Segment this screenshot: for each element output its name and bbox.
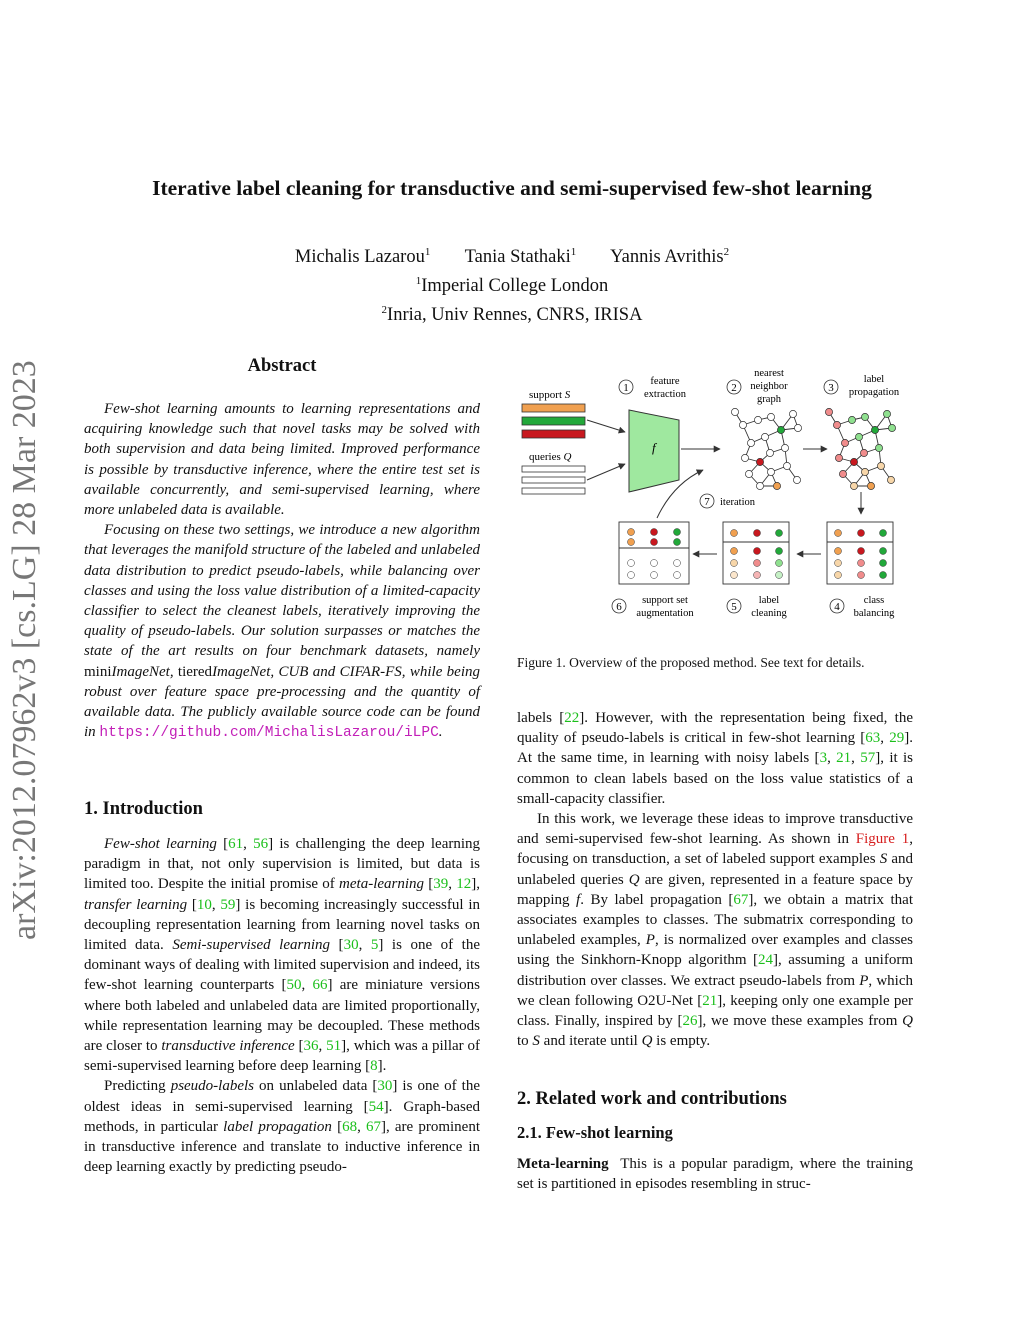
text: ,	[169, 663, 178, 680]
citation-link[interactable]: 29	[889, 730, 905, 747]
step-label: nearest	[754, 368, 784, 379]
feature-extractor-label: f	[652, 440, 656, 455]
citation-link[interactable]: 51	[326, 1038, 342, 1055]
text: Few-shot learning	[104, 836, 217, 852]
text: ], it is common to clean labels based on the loss value statistics of a small-capacity classifier.	[517, 750, 914, 807]
figure-reference-link[interactable]: Figure 1	[855, 831, 910, 848]
step-number: 4	[834, 601, 840, 613]
text: meta-learning	[339, 876, 425, 893]
citation-link[interactable]: 21	[702, 992, 718, 1009]
text: ImageNet	[111, 663, 170, 680]
text: labels [	[517, 710, 565, 726]
text: ImageNet	[212, 663, 271, 680]
citation-link[interactable]: 3	[819, 750, 828, 767]
text: . By label propagation [	[580, 891, 734, 908]
text: , which we clean following O2U-Net [	[517, 972, 913, 1009]
query-bar	[522, 488, 585, 494]
text: [	[331, 1118, 343, 1135]
text: transductive inference	[161, 1038, 295, 1055]
text: [	[187, 896, 197, 913]
step-label: iteration	[720, 497, 755, 508]
text: [	[330, 937, 344, 954]
author-name: Yannis Avrithis	[610, 247, 724, 268]
text: .	[438, 724, 443, 741]
text: label propagation	[223, 1118, 332, 1135]
author-affiliation-mark: 1	[570, 246, 577, 258]
intro-paragraph	[84, 834, 480, 1076]
step-number: 2	[731, 382, 737, 394]
text: [	[294, 1038, 304, 1055]
paper-title: Iterative label cleaning for transductive and semi-supervised few-shot learning	[152, 176, 872, 200]
query-bar	[522, 466, 585, 472]
step-number: 3	[828, 382, 834, 394]
affiliation-name: Inria, Univ Rennes, CNRS, IRISA	[387, 305, 643, 326]
method-overview-figure	[515, 362, 915, 632]
right-column-body	[517, 708, 913, 1051]
citation-link[interactable]: 54	[368, 1098, 384, 1115]
step-number: 7	[704, 496, 710, 508]
text: ] is one of the dominant ways of dealing with limited supervision and indeed, its few-shot learning counterparts [	[84, 937, 481, 994]
text: Predicting	[104, 1078, 171, 1095]
step-number: 6	[616, 601, 622, 613]
label-cleaning-matrix	[723, 522, 789, 584]
abstract-body	[84, 399, 480, 743]
few-shot-subheading: 2.1. Few-shot learning	[517, 1123, 673, 1142]
citation-link[interactable]: 30	[377, 1078, 393, 1095]
citation-link[interactable]: 61	[228, 836, 244, 852]
text: ,	[318, 1038, 327, 1055]
step-label: cleaning	[751, 608, 787, 619]
citation-link[interactable]: 36	[303, 1038, 319, 1055]
text: ], we obtain a matrix that associates examples to classes. The submatrix corresponding to unlabeled examples,	[517, 891, 913, 949]
math-symbol: Q	[902, 1013, 913, 1030]
citation-link[interactable]: 67	[366, 1118, 381, 1135]
text: ], which was a pillar of semi-supervised learning before deep learning [	[84, 1038, 480, 1075]
text: and unlabeled queries	[517, 851, 913, 888]
math-symbol: P	[645, 932, 655, 949]
body-paragraph	[517, 809, 913, 1051]
text: ,	[243, 836, 254, 852]
math-symbol: P	[859, 972, 869, 989]
abstract-paragraph: Few-shot learning amounts to learning representations and acquiring knowledge such that novel tasks may be solved with both supervision and data being limited. Improved performance is possible by transductive inference, where the entire test set is available concurrently, and semi-supervised learning, where more unlabeled data is available.	[84, 401, 480, 519]
citation-link[interactable]: 22	[564, 710, 580, 726]
author-block	[0, 240, 1024, 327]
math-symbol: S	[532, 1033, 540, 1050]
abstract-heading: Abstract	[247, 356, 317, 376]
citation-link[interactable]: 26	[682, 1013, 698, 1030]
text: ]. At the same time, in learning with noisy labels [	[517, 730, 913, 767]
citation-link[interactable]: 59	[220, 896, 236, 913]
author-affiliation-mark: 2	[723, 246, 730, 258]
step-label: extraction	[644, 389, 686, 400]
text: ] is one of the oldest ideas in semi-supervised learning [	[84, 1078, 480, 1115]
citation-link[interactable]: 57	[860, 750, 876, 767]
affiliation-number: 2	[381, 304, 388, 317]
citation-link[interactable]: 30	[343, 937, 359, 954]
step-label: label	[863, 374, 885, 385]
arxiv-stamp: arXiv:2012.07962v3 [cs.LG] 28 Mar 2023	[6, 360, 43, 940]
text: ],	[471, 876, 481, 893]
step-label: neighbor	[750, 381, 788, 392]
citation-link[interactable]: 68	[342, 1118, 358, 1135]
step-label: augmentation	[636, 608, 694, 619]
citation-link[interactable]: 66	[312, 977, 328, 994]
citation-link[interactable]: 63	[865, 730, 881, 747]
text: Focusing on these two settings, we introduce a new algorithm that leverages the manifold structure of the labeled and unlabeled data distribution to predict pseudo-labels, while balancing over classes and using the loss value distribution of a limited-capacity classifier to select the cleanest labels, iteratively improving the quality of pseudo-labels. Our solution surpasses or matches the state of the art results on four benchmark datasets, namely	[84, 522, 480, 660]
support-bar-orange	[522, 404, 585, 412]
affiliation-number: 1	[415, 275, 422, 288]
meta-learning-paragraph	[517, 1154, 917, 1194]
text: and iterate until	[539, 1033, 642, 1050]
author-name: Tania Stathaki	[464, 247, 571, 268]
text: ] is challenging the deep learning paradigm in that, not only supervision is limited, but data is limited too. Despite the initial promise of	[84, 836, 481, 893]
author-line	[0, 240, 1024, 269]
affiliation-name: Imperial College London	[421, 276, 609, 297]
text: on unlabeled data [	[254, 1078, 378, 1095]
text: mini	[84, 663, 112, 680]
step-label: label	[758, 595, 780, 606]
citation-link[interactable]: 56	[253, 836, 269, 852]
text: ,	[357, 1118, 366, 1135]
text: ]. However, with the representation being fixed, the quality of pseudo-labels is critical in few-shot learning [	[517, 710, 914, 747]
text: , focusing on transduction, a set of labeled support examples	[517, 831, 913, 868]
intro-body	[84, 834, 480, 1177]
text: to	[517, 1033, 533, 1050]
text: ], we move these examples from	[697, 1013, 903, 1030]
author-affiliation-mark: 1	[424, 246, 431, 258]
text: Semi-supervised learning	[172, 937, 331, 954]
step-label: graph	[757, 394, 781, 405]
text: ,	[851, 750, 861, 767]
related-work-heading: 2. Related work and contributions	[517, 1089, 787, 1109]
query-bar	[522, 477, 585, 483]
text: ], assuming a uniform distribution over classes. We extract pseudo-labels from	[517, 952, 913, 989]
source-code-link[interactable]: https://github.com/MichalisLazarou/iLPC	[99, 725, 439, 742]
citation-link[interactable]: 8	[370, 1058, 378, 1075]
support-label: support S	[529, 389, 571, 401]
text: ,	[211, 896, 221, 913]
support-augmentation-matrix	[619, 522, 689, 584]
label-propagation-graph	[825, 408, 895, 489]
math-symbol: f	[576, 891, 581, 908]
step-label: class	[863, 595, 885, 606]
math-symbol: Q	[641, 1033, 653, 1050]
text: ].	[377, 1058, 387, 1075]
citation-link[interactable]: 67	[733, 891, 749, 908]
citation-link[interactable]: 24	[758, 952, 774, 969]
text: ,	[827, 750, 837, 767]
text: , CUB and CIFAR-FS, while being robust over feature space pre-processing and the quantity of available data. The publicly available source code can be found in	[84, 663, 480, 741]
body-paragraph	[517, 708, 913, 809]
citation-link[interactable]: 12	[456, 876, 472, 893]
abstract-paragraph	[84, 520, 480, 743]
step-label: feature	[650, 376, 680, 387]
text: ,	[301, 977, 313, 994]
affiliation-line	[0, 298, 1024, 327]
text: ,	[880, 730, 890, 747]
text: ,	[448, 876, 457, 893]
text: tiered	[177, 663, 213, 680]
math-symbol: Q	[628, 871, 640, 888]
figure-caption: Figure 1. Overview of the proposed method. See text for details.	[517, 655, 865, 670]
arrow	[587, 420, 625, 432]
text: ] are miniature versions where both labeled and unlabeled data are limited proportionally, while representation learning may be decoupled. These methods are closer to	[84, 977, 481, 1055]
citation-link[interactable]: 50	[286, 977, 302, 994]
paragraph-run-in-heading: Meta-learning	[517, 1156, 609, 1172]
text: [	[424, 876, 434, 893]
text: ,	[358, 937, 371, 954]
text: In this work, we leverage these ideas to improve transductive and semi-supervised few-shot learning. As shown in	[517, 811, 913, 848]
step-number: 5	[731, 601, 737, 613]
citation-link[interactable]: 10	[196, 896, 212, 913]
support-bar-red	[522, 430, 585, 438]
text: transfer learning	[84, 896, 188, 913]
step-label: balancing	[853, 608, 895, 619]
affiliation-line	[0, 269, 1024, 298]
text: [	[216, 836, 229, 852]
citation-link[interactable]: 5	[370, 937, 379, 954]
text: ]. Graph-based methods, in particular	[84, 1098, 480, 1135]
text: are given, represented in a feature space by mapping	[517, 871, 914, 908]
intro-paragraph	[84, 1076, 480, 1177]
support-bar-green	[522, 417, 585, 425]
author-name: Michalis Lazarou	[294, 247, 425, 268]
text: ] is becoming increasingly successful in decoupling representation learning from learning novel tasks on limited data.	[84, 896, 480, 954]
math-symbol: S	[879, 851, 888, 868]
text: , is normalized over examples and classes using the Sinkhorn-Knopp algorithm [	[517, 932, 913, 969]
body-paragraph	[517, 1154, 917, 1194]
step-number: 1	[623, 382, 629, 394]
text: pseudo-labels	[170, 1078, 255, 1095]
step-label: support set	[642, 595, 688, 606]
arrow	[587, 464, 625, 480]
text: is empty.	[652, 1033, 711, 1050]
class-balancing-matrix	[827, 522, 893, 584]
queries-label: queries Q	[529, 451, 572, 463]
citation-link[interactable]: 39	[433, 876, 449, 893]
text: ], are prominent in transductive inference and translate to inductive inference in deep learning exactly by predicting pseudo-	[84, 1118, 481, 1176]
text: ], keeping only one example per class. Finally, inspired by [	[517, 992, 914, 1030]
text: This is a popular paradigm, where the training set is partitioned in episodes resembling in struc-	[517, 1156, 917, 1193]
citation-link[interactable]: 21	[836, 750, 852, 767]
step-label: propagation	[848, 387, 900, 398]
intro-heading: 1. Introduction	[84, 799, 203, 819]
